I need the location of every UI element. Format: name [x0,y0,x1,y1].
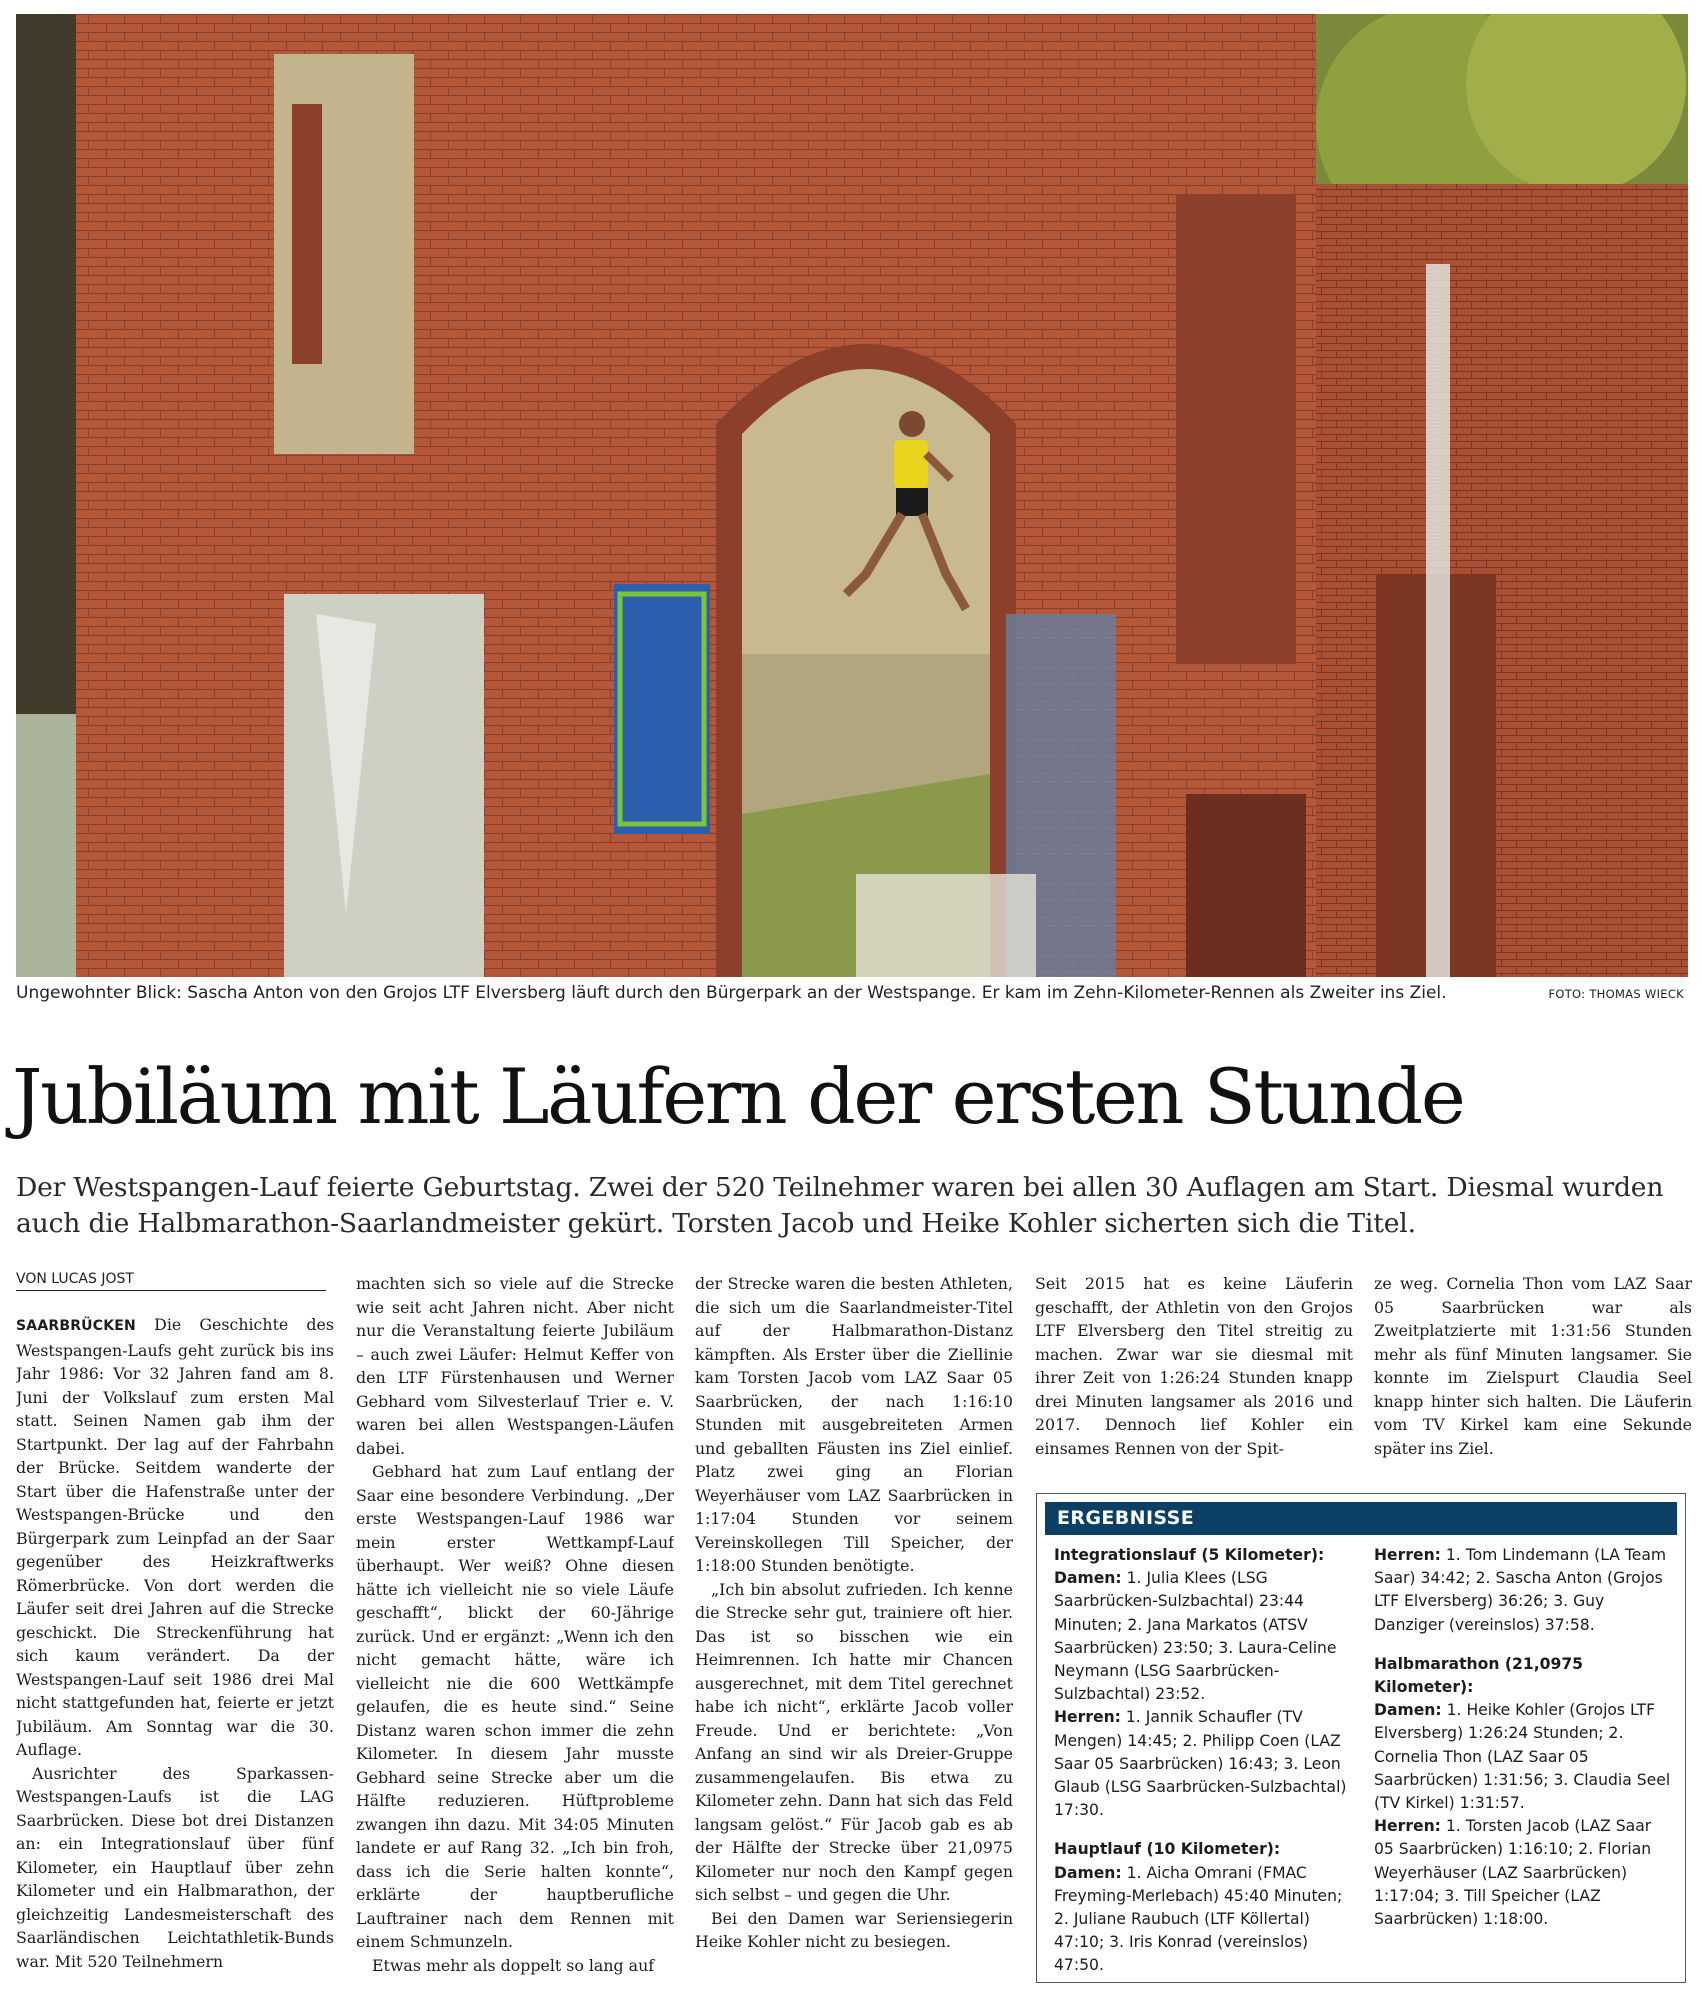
paragraph: Seit 2015 hat es keine Läuferin geschafft, der Athletin von den Grojos LTF Elversberg den Titel streitig zu machen. Zwar war sie diesmal mit ihrer Zeit von 1:26:24 Stunden knapp drei Minuten langsamer als 2016 und 2017. Dennoch lief Kohler ein einsames Rennen von der Spit- [1035,1274,1353,1458]
article-column-5 [1374,1272,1692,1464]
article-column-3 [695,1272,1013,1992]
article-column-1 [16,1313,334,1993]
result-block-hauptlauf: Hauptlauf (10 Kilometer): Damen: 1. Aicha Omrani (FMAC Freyming-Merlebach) 45:40 Minuten; 2. Juliane Raubuch (LTF Köllertal) 47:10; 3. Iris Konrad (vereinslos) 47:50. [1054,1840,1343,1975]
paragraph: der Strecke waren die besten Athleten, die sich um die Saarlandmeister-Titel auf der Halbmarathon-Distanz kämpften. Als Erster über die Ziellinie kam Torsten Jacob vom LAZ Saar 05 Saarbrücken, der nach 1:16:10 Stunden mit ausgebreiteten Armen und geballten Fäusten ins Ziel einlief. Platz zwei ging an Florian Weyerhäuser vom LAZ Saarbrücken in 1:17:04 Stunden vor seinem Vereinskollegen Till Speicher, der 1:18:00 Stunden benötigte. [695,1274,1013,1575]
photo-caption [16,983,1688,1009]
byline: VON LUCAS JOST [16,1271,326,1291]
paragraph: Bei den Damen war Seriensiegerin Heike Kohler nicht zu besiegen. [695,1908,1013,1951]
dateline: SAARBRÜCKEN [16,1318,136,1334]
results-title: ERGEBNISSE [1045,1502,1677,1535]
results-box [1036,1493,1686,1983]
results-column-2 [1374,1544,1674,1947]
paragraph: Ausrichter des Sparkassen-Westspangen-Laufs ist die LAG Saarbrücken. Diese bot drei Distanzen an: ein Integrationslauf über fünf Kilometer, ein Hauptlauf über zehn Kilometer und ein Halbmarathon, der gleichzeitig Landesmeisterschaft des Saarländischen Leichtathletik-Bunds war. Mit 520 Teilnehmern [16,1763,334,1971]
paragraph: machten sich so viele auf die Strecke wie seit acht Jahren nicht. Aber nicht nur die Veranstaltung feierte Jubiläum – auch zwei Läufer: Helmut Keffer von den LTF Fürstenhausen und Werner Gebhard vom Silvesterlauf Trier e. V. waren bei allen Westspangen-Läufen dabei. [356,1274,674,1458]
headline: Jubiläum mit Läufern der ersten Stunde [12,1052,1464,1141]
paragraph: „Ich bin absolut zufrieden. Ich kenne die Strecke sehr gut, trainiere oft hier. Das ist so bisschen wie ein Heimrennen. Ich hatte mir Chancen ausgerechnet, mit dem Titel gerechnet habe ich nicht“, erklärte Jacob voller Freude. Und er berichtete: „Von Anfang an sind wir als Dreier-Gruppe zusammengelaufen. Bis etwa zu Kilometer zehn. Dann hat sich das Feld langsam gelöst.“ Für Jacob gab es ab der Hälfte der Strecke über 21,0975 Kilometer nur noch den Kampf gegen sich selbst – und gegen die Uhr. [695,1579,1013,1904]
results-column-1 [1054,1544,1354,1994]
caption-text: Ungewohnter Blick: Sascha Anton von den Grojos LTF Elversberg läuft durch den Bürgerpark an der Westspange. Er kam im Zehn-Kilometer-Rennen als Zweiter ins Ziel. [16,983,1447,1003]
article-column-4 [1035,1272,1353,1464]
result-block-integration: Integrationslauf (5 Kilometer): Damen: 1. Julia Klees (LSG Saarbrücken-Sulzbachtal) 23:44 Minuten; 2. Jana Markatos (ATSV Saarbrücken) 23:50; 3. Laura-Celine Neymann (LSG Saarbrücken-Sulzbachtal) 23:52. Herren: 1. Jannik Schaufler (TV Mengen) 14:45; 2. Philipp Coen (LAZ Saar 05 Saarbrücken) 16:43; 3. Leon Glaub (LSG Saarbrücken-Sulzbachtal) 17:30. [1054,1546,1347,1820]
result-block-halbmarathon: Halbmarathon (21,0975 Kilometer): Damen: 1. Heike Kohler (Grojos LTF Elversberg) 1:26:24 Stunden; 2. Cornelia Thon (LAZ Saar 05 Saarbrücken) 1:31:56; 3. Claudia Seel (TV Kirkel) 1:31:57. Herren: 1. Torsten Jacob (LAZ Saar 05 Saarbrücken) 1:16:10; 2. Florian Weyerhäuser (LAZ Saarbrücken) 1:17:04; 3. Till Speicher (LAZ Saarbrücken) 1:18:00. [1374,1654,1671,1929]
article-photo [16,14,1688,977]
paragraph: SAARBRÜCKEN Die Geschichte des Westspangen-Laufs geht zurück bis ins Jahr 1986: Vor 32 Jahren fand am 8. Juni der Volkslauf zum ersten Mal statt. Seinen Namen gab ihm der Startpunkt. Der lag auf der Fahrbahn der Brücke. Seitdem wanderte der Start über die Hafenstraße unter der Westspangen-Brücke und den Bürgerpark zum Leinpfad an der Saar gegenüber des Heizkraftwerks Römerbrücke. Von dort werden die Läufer seit drei Jahren auf die Strecke geschickt. Die Streckenführung hat sich kaum verändert. Da der Westspangen-Lauf seit 1986 drei Mal nicht stattgefunden hat, feierte er jetzt Jubiläum. Am Sonntag war die 30. Auflage. [16,1315,334,1759]
deck: Der Westspangen-Lauf feierte Geburtstag. Zwei der 520 Teilnehmer waren bei allen 30 Auflagen am Start. Diesmal wurden auch die Halbmarathon-Saarlandmeister gekürt. Torsten Jacob und Heike Kohler sicherten sich die Titel. [16,1172,1664,1239]
paragraph: Etwas mehr als doppelt so lang auf [372,1955,655,1975]
paragraph: ze weg. Cornelia Thon vom LAZ Saar 05 Saarbrücken war als Zweitplatzierte mit 1:31:56 Stunden mehr als fünf Minuten langsamer. Sie konnte im Zielspurt Claudia Seel knapp hinter sich halten. Die Läuferin vom TV Kirkel kam eine Sekunde später ins Ziel. [1374,1274,1692,1458]
result-block-hauptlauf-cont: Herren: 1. Tom Lindemann (LA Team Saar) 34:42; 2. Sascha Anton (Grojos LTF Elversberg) 36:26; 3. Guy Danziger (vereinslos) 37:58. [1374,1546,1667,1634]
photo-icon [16,14,1688,977]
paragraph: Gebhard hat zum Lauf entlang der Saar eine besondere Verbindung. „Der erste Westspangen-Lauf 1986 war mein erster Wettkampf-Lauf überhaupt. Wer weiß? Ohne diesen hätte ich vielleicht nie so viele Läufe geschafft“, blickt der 60-Jährige zurück. Und er ergänzt: „Wenn ich den nicht gemacht hätte, wäre ich vielleicht nie die 600 Wettkämpfe gelaufen, die es heute sind.“ Seine Distanz waren schon immer die zehn Kilometer. In diesem Jahr musste Gebhard seine Strecke aber um die Hälfte reduzieren. Hüftprobleme zwangen ihn dazu. Mit 34:05 Minuten landete er auf Rang 32. „Ich bin froh, dass ich die Serie halten konnte“, erklärte der hauptberufliche Lauftrainer nach dem Rennen mit einem Schmunzeln. [356,1462,674,1951]
article-column-2 [356,1272,674,1992]
photo-credit: FOTO: THOMAS WIECK [1548,987,1684,1001]
